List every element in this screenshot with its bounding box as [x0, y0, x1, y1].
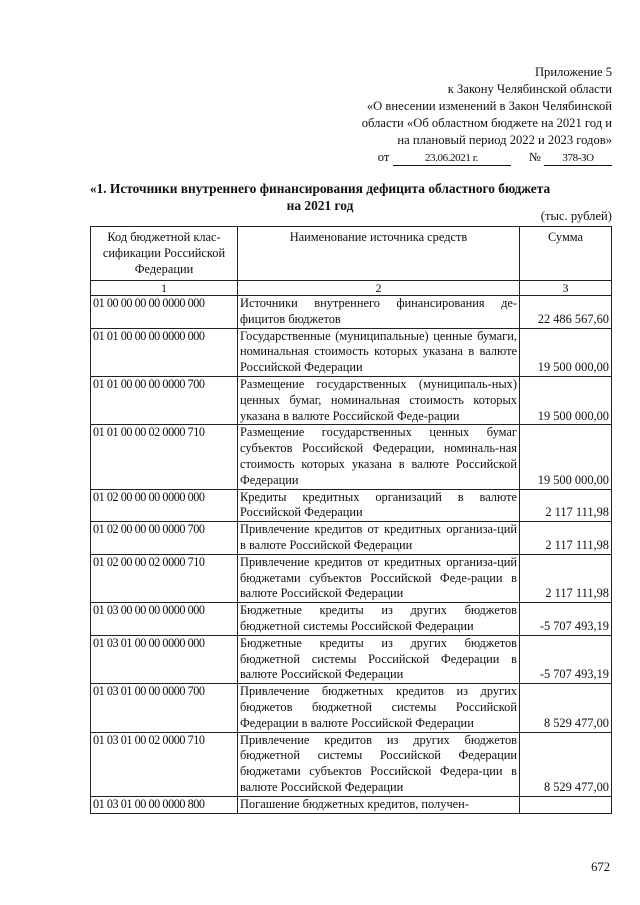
appendix-header [362, 64, 612, 166]
budget-code-cell: 01 01 00 00 00 0000 700 [91, 376, 238, 424]
amount-cell: 2 117 111,98 [520, 554, 612, 602]
law-date: 23.06.2021 г. [393, 152, 511, 166]
page-number: 672 [591, 860, 610, 874]
source-name-cell: Размещение государственных ценных бумаг субъектов Российской Федерации, номиналь-ная стоимость которых указана в валюте Российской Федерации [238, 425, 520, 489]
budget-code-cell: 01 03 01 00 00 0000 800 [91, 796, 238, 813]
law-number: 378-ЗО [544, 152, 612, 166]
column-header-name: Наименование источника средств [238, 227, 520, 281]
header-line: Приложение 5 [534, 65, 612, 79]
amount-cell: -5 707 493,19 [520, 603, 612, 636]
budget-code-cell: 01 03 01 00 00 0000 700 [91, 684, 238, 732]
table-row [91, 376, 612, 424]
table-row [91, 489, 612, 522]
source-name-cell: Привлечение бюджетных кредитов из других бюджетов бюджетной системы Российской Федерации в валюте Российской Федерации [238, 684, 520, 732]
amount-cell: 19 500 000,00 [520, 328, 612, 376]
source-name-cell: Погашение бюджетных кредитов, получен- [238, 796, 520, 813]
budget-code-cell: 01 02 00 00 00 0000 700 [91, 522, 238, 555]
units-label: (тыс. рублей) [540, 209, 612, 223]
budget-code-cell: 01 03 01 00 02 0000 710 [91, 732, 238, 796]
table-row [91, 296, 612, 329]
title-line-2: на 2021 год [286, 198, 354, 213]
source-name-cell: Источники внутреннего финансирования де-фицитов бюджетов [238, 296, 520, 329]
source-name-cell: Бюджетные кредиты из других бюджетов бюджетной системы Российской Федерации [238, 603, 520, 636]
source-name-cell: Привлечение кредитов из других бюджетов бюджетной системы Российской Федерации бюджетами субъектов Российской Федера-ции в валюте Российской Федерации [238, 732, 520, 796]
table-row [91, 796, 612, 813]
column-number: 2 [238, 281, 520, 296]
column-header-sum: Сумма [520, 227, 612, 281]
header-line: на плановый период 2022 и 2023 годов» [397, 133, 612, 147]
amount-cell: 8 529 477,00 [520, 732, 612, 796]
budget-code-cell: 01 02 00 00 02 0000 710 [91, 554, 238, 602]
source-name-cell: Размещение государственных (муниципаль-ных) ценных бумаг, номинальная стоимость которых указана в валюте Российской Феде-рации [238, 376, 520, 424]
date-prefix: от [377, 150, 390, 164]
law-date-number-line [362, 149, 612, 166]
column-number-row [91, 281, 612, 296]
amount-cell: 8 529 477,00 [520, 684, 612, 732]
amount-cell: 2 117 111,98 [520, 522, 612, 555]
header-line: к Закону Челябинской области [447, 82, 612, 96]
amount-cell: 22 486 567,60 [520, 296, 612, 329]
column-number: 1 [91, 281, 238, 296]
header-line: «О внесении изменений в Закон Челябинской [366, 99, 612, 113]
column-header-code: Код бюджетной клас-сификации Российской Федерации [91, 227, 238, 281]
budget-code-cell: 01 02 00 00 00 0000 000 [91, 489, 238, 522]
table-row [91, 732, 612, 796]
column-number: 3 [520, 281, 612, 296]
header-line: области «Об областном бюджете на 2021 год и [361, 116, 612, 130]
amount-cell: 19 500 000,00 [520, 376, 612, 424]
amount-cell: 19 500 000,00 [520, 425, 612, 489]
budget-code-cell: 01 01 00 00 02 0000 710 [91, 425, 238, 489]
budget-code-cell: 01 01 00 00 00 0000 000 [91, 328, 238, 376]
table-row [91, 425, 612, 489]
source-name-cell: Бюджетные кредиты из других бюджетов бюджетной системы Российской Федерации в валюте Российской Федерации [238, 635, 520, 683]
number-prefix: № [528, 150, 541, 164]
amount-cell [520, 796, 612, 813]
budget-code-cell: 01 03 01 00 00 0000 000 [91, 635, 238, 683]
table-row [91, 522, 612, 555]
source-name-cell: Привлечение кредитов от кредитных организа-ций бюджетами субъектов Российской Феде-рации в валюте Российской Федерации [238, 554, 520, 602]
source-name-cell: Привлечение кредитов от кредитных организа-ций в валюте Российской Федерации [238, 522, 520, 555]
table-row [91, 635, 612, 683]
budget-code-cell: 01 00 00 00 00 0000 000 [91, 296, 238, 329]
amount-cell: -5 707 493,19 [520, 635, 612, 683]
table-row [91, 603, 612, 636]
table-row [91, 554, 612, 602]
table-row [91, 328, 612, 376]
title-line-1: «1. Источники внутреннего финансирования дефицита областного бюджета [89, 181, 551, 196]
budget-code-cell: 01 03 00 00 00 0000 000 [91, 603, 238, 636]
table-row [91, 684, 612, 732]
amount-cell: 2 117 111,98 [520, 489, 612, 522]
source-name-cell: Государственные (муниципальные) ценные бумаги, номинальная стоимость которых указана в валюте Российской Федерации [238, 328, 520, 376]
financing-sources-table [90, 226, 612, 814]
source-name-cell: Кредиты кредитных организаций в валюте Российской Федерации [238, 489, 520, 522]
table-header-row [91, 227, 612, 281]
